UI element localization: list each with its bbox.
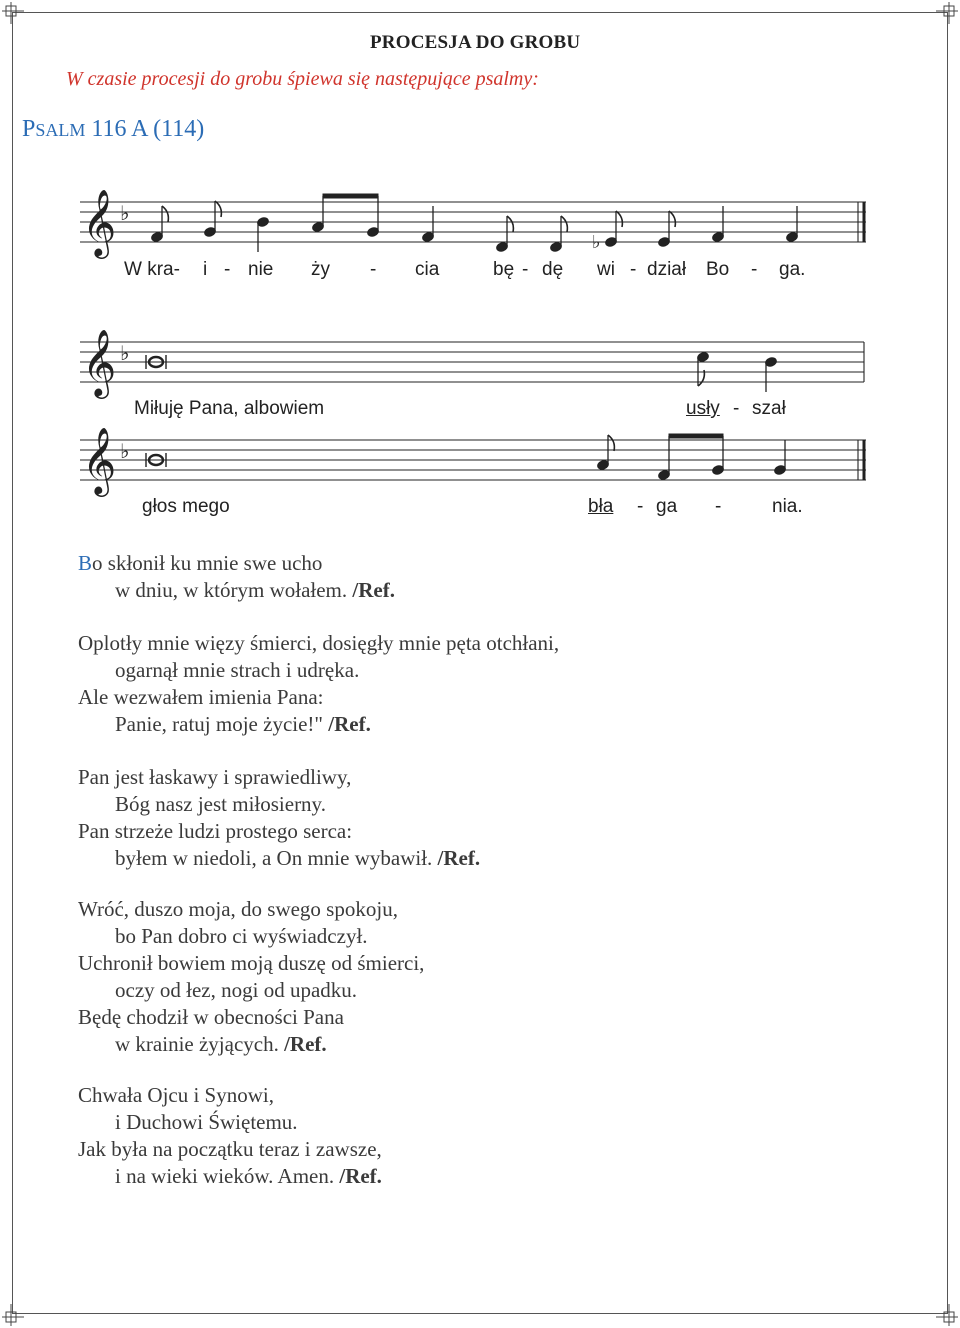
lyric-syllable: ga. bbox=[779, 259, 806, 280]
verse-2 bbox=[78, 630, 559, 738]
lyric-syllable: - bbox=[522, 259, 529, 280]
verse-line: w krainie żyjących. /Ref. bbox=[115, 1032, 327, 1056]
verse-line: oczy od łez, nogi od upadku. bbox=[115, 978, 358, 1002]
lyric-syllable: - bbox=[733, 398, 740, 419]
verse-4 bbox=[78, 896, 424, 1058]
refrain-marker: /Ref. bbox=[352, 578, 395, 602]
lyric-syllable: - bbox=[637, 496, 644, 517]
lyric-syllable: - bbox=[751, 259, 758, 280]
verse-line: Bo skłonił ku mnie swe ucho bbox=[78, 551, 323, 575]
verse-line: Chwała Ojcu i Synowi, bbox=[78, 1083, 274, 1107]
lyric-syllable: wi bbox=[597, 259, 615, 280]
crop-mark-icon bbox=[2, 2, 24, 24]
psalmody-text: Miłuję Pana, albowiem bbox=[134, 398, 325, 419]
treble-clef-icon: 𝄞 bbox=[82, 328, 117, 396]
verse-initial: B bbox=[78, 551, 93, 575]
verse-line: Bóg nasz jest miłosierny. bbox=[115, 792, 326, 816]
page-title: PROCESJA DO GROBU bbox=[370, 32, 581, 53]
refrain-staff bbox=[0, 180, 960, 260]
lyric-syllable: cia bbox=[415, 259, 440, 280]
verse-line: Będę chodził w obecności Pana bbox=[78, 1005, 344, 1029]
lyric-syllable: dział bbox=[647, 259, 687, 280]
verse-line: w dniu, w którym wołałem. /Ref. bbox=[115, 578, 395, 602]
crop-mark-icon bbox=[936, 2, 958, 24]
verse-line: Pan strzeże ludzi prostego serca: bbox=[78, 819, 353, 843]
lyric-syllable: ży bbox=[311, 259, 330, 280]
refrain-lyrics bbox=[0, 259, 960, 287]
verse-line: ogarnął mnie strach i udręka. bbox=[115, 658, 360, 682]
verse-line: Panie, ratuj moje życie!" /Ref. bbox=[115, 712, 371, 736]
psalmody-text: głos mego bbox=[142, 496, 230, 517]
psalm-heading bbox=[22, 116, 204, 143]
lyric-syllable: - bbox=[224, 259, 231, 280]
lyric-syllable: Bo bbox=[706, 259, 730, 280]
psalmody-staff-2 bbox=[0, 422, 960, 502]
verse-line: i Duchowi Świętemu. bbox=[115, 1110, 298, 1134]
refrain-marker: /Ref. bbox=[339, 1164, 382, 1188]
verse-line: Jak była na początku teraz i zawsze, bbox=[78, 1137, 382, 1161]
flat-key-signature-icon: ♭ bbox=[120, 341, 130, 365]
flat-key-signature-icon: ♭ bbox=[120, 201, 130, 225]
lyric-syllable: nie bbox=[248, 259, 274, 280]
flat-key-signature-icon: ♭ bbox=[120, 439, 130, 463]
lyric-syllable: - bbox=[715, 496, 722, 517]
psalmody-lyrics-2 bbox=[0, 496, 960, 524]
accent-syllable: usły bbox=[686, 398, 720, 419]
verse-3 bbox=[78, 764, 480, 872]
treble-clef-icon: 𝄞 bbox=[82, 426, 117, 494]
verse-line: bo Pan dobro ci wyświadczył. bbox=[115, 924, 368, 948]
lyric-syllable: - bbox=[370, 259, 377, 280]
crop-mark-icon bbox=[2, 1304, 24, 1326]
verse-line: Oplotły mnie więzy śmierci, dosięgły mnie pęta otchłani, bbox=[78, 631, 560, 655]
crop-mark-icon bbox=[936, 1304, 958, 1326]
lyric-syllable: bę bbox=[493, 259, 515, 280]
treble-clef-icon: 𝄞 bbox=[82, 188, 117, 256]
verse-1 bbox=[78, 550, 395, 604]
lyric-syllable: szał bbox=[752, 398, 786, 419]
psalm-initial: P bbox=[22, 116, 36, 142]
lyric-syllable: ga bbox=[656, 496, 678, 517]
refrain-marker: /Ref. bbox=[284, 1032, 327, 1056]
lyric-syllable: W kra- bbox=[124, 259, 180, 280]
verse-line: i na wieki wieków. Amen. /Ref. bbox=[115, 1164, 382, 1188]
accent-syllable: bła bbox=[588, 496, 614, 517]
doxology bbox=[78, 1082, 382, 1190]
rubric-instruction: W czasie procesji do grobu śpiewa się następujące psalmy: bbox=[66, 68, 539, 90]
refrain-marker: /Ref. bbox=[328, 712, 371, 736]
refrain-marker: /Ref. bbox=[437, 846, 481, 870]
lyric-syllable: - bbox=[630, 259, 637, 280]
svg-text:♭: ♭ bbox=[592, 232, 601, 253]
lyric-syllable: nia. bbox=[772, 496, 803, 517]
refrain-notes bbox=[150, 194, 798, 253]
psalm-number: 116 A (114) bbox=[91, 116, 205, 142]
verse-line: Pan jest łaskawy i sprawiedliwy, bbox=[78, 765, 352, 789]
verse-line: Uchronił bowiem moją duszę od śmierci, bbox=[78, 951, 425, 975]
psalm-word: SALM bbox=[35, 120, 86, 140]
lyric-syllable: dę bbox=[542, 259, 564, 280]
verse-line: Wróć, duszo moja, do swego spokoju, bbox=[78, 897, 398, 921]
verse-line: Ale wezwałem imienia Pana: bbox=[78, 685, 324, 709]
psalmody-staff-1 bbox=[0, 322, 960, 402]
verse-line: byłem w niedoli, a On mnie wybawił. /Ref. bbox=[115, 846, 481, 870]
psalmody-notes-2 bbox=[146, 434, 787, 481]
lyric-syllable: i bbox=[203, 259, 208, 280]
